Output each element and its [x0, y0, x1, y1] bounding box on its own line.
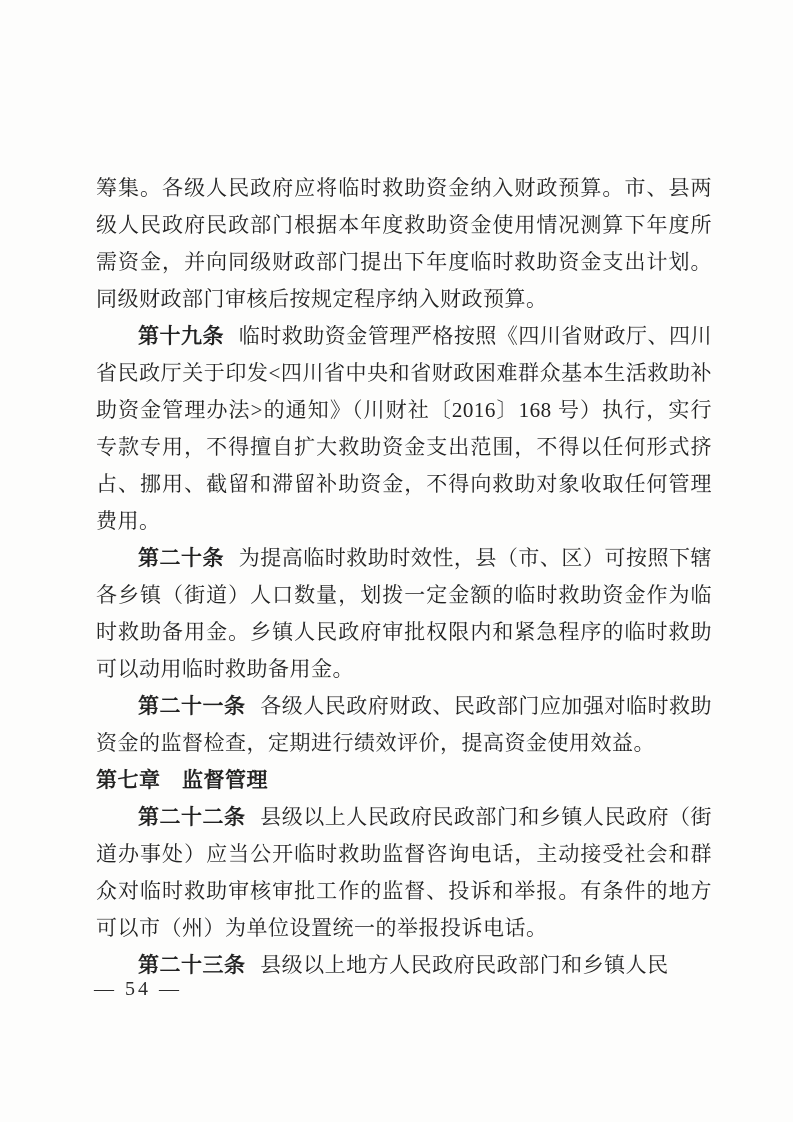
article-22-label: 第二十二条 — [138, 805, 246, 829]
article-22-text: 县级以上人民政府民政部门和乡镇人民政府（街道办事处）应当公开临时救助监督咨询电话，主动接受社会和群众对临时救助审核审批工作的监督、投诉和举报。有条件的地方可以市（州）为单位设置统一的举报投诉电话。 — [96, 805, 712, 940]
article-20-text: 为提高临时救助时效性，县（市、区）可按照下辖各乡镇（街道）人口数量，划拨一定金额的临时救助资金作为临时救助备用金。乡镇人民政府审批权限内和紧急程序的临时救助可以动用临时救助备用金。 — [96, 546, 713, 681]
article-23 — [96, 947, 712, 984]
chapter-7-heading: 第七章 监督管理 — [96, 768, 268, 792]
article-22 — [96, 799, 712, 947]
article-19 — [96, 318, 712, 540]
article-21-text: 各级人民政府财政、民政部门应加强对临时救助资金的监督检查，定期进行绩效评价，提高资金使用效益。 — [96, 694, 712, 755]
article-19-text: 临时救助资金管理严格按照《四川省财政厅、四川省民政厅关于印发<四川省中央和省财政困难群众基本生活救助补助资金管理办法>的通知》（川财社〔2016〕168 号）执行，实行专款专用，不得擅自扩大救助资金支出范围，不得以任何形式挤占、挪用、截留和滞留补助资金，不得向救助对象收取任何管理费用。 — [96, 324, 713, 533]
article-21-label: 第二十一条 — [138, 694, 246, 718]
article-21 — [96, 688, 712, 762]
article-23-text: 县级以上地方人民政府民政部门和乡镇人民 — [260, 953, 669, 977]
document-text-block — [96, 170, 712, 984]
article-23-label: 第二十三条 — [138, 953, 246, 977]
page-number: — 54 — — [94, 978, 182, 1000]
article-20 — [96, 540, 712, 688]
article-19-label: 第十九条 — [138, 324, 225, 348]
paragraph-continuation — [96, 170, 712, 318]
article-20-label: 第二十条 — [138, 546, 225, 570]
paragraph-continuation-text: 筹集。各级人民政府应将临时救助资金纳入财政预算。市、县两级人民政府民政部门根据本年度救助资金使用情况测算下年度所需资金，并向同级财政部门提出下年度临时救助资金支出计划。同级财政部门审核后按规定程序纳入财政预算。 — [96, 176, 712, 311]
